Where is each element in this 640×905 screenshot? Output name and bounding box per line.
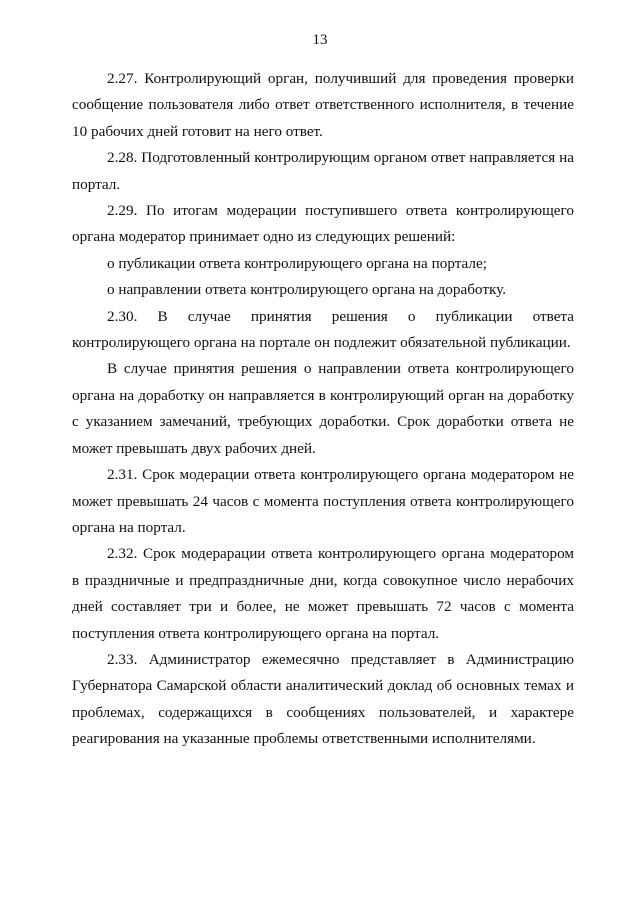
paragraph-2-28: 2.28. Подготовленный контролирующим органом ответ направляется на портал. bbox=[72, 149, 574, 193]
decision-option-revise: о направлении ответа контролирующего органа на доработку. bbox=[107, 281, 506, 299]
decision-option-publish: о публикации ответа контролирующего органа на портале; bbox=[107, 254, 487, 272]
page-number: 13 bbox=[312, 32, 328, 48]
paragraph-2-30-revision: В случае принятия решения о направлении ответа контролирующего органа на доработку он направляется в контролирующий орган на доработку с указанием замечаний, требующих доработки. Срок доработки ответа не может превышать двух рабочих дней. bbox=[72, 360, 574, 457]
paragraph-2-33: 2.33. Администратор ежемесячно представляет в Администрацию Губернатора Самарской области аналитический доклад об основных темах и проблемах, содержащихся в сообщениях пользователей, и характере реагирования на указанные проблемы ответственными исполнителями. bbox=[72, 650, 574, 748]
paragraph-2-27: 2.27. Контролирующий орган, получивший для проведения проверки сообщение пользователя либо ответ ответственного исполнителя, в течение 10 рабочих дней готовит на него ответ. bbox=[72, 70, 574, 140]
paragraph-2-32: 2.32. Срок модерарации ответа контролирующего органа модератором в праздничные и предпраздничные дни, когда совокупное число нерабочих дней составляет три и более, не может превышать 72 часов с момента поступления ответа контролирующего органа на портал. bbox=[72, 545, 574, 642]
paragraph-2-29: 2.29. По итогам модерации поступившего ответа контролирующего органа модератор принимает одно из следующих решений: bbox=[72, 202, 574, 246]
document-body bbox=[72, 66, 574, 753]
paragraph-2-31: 2.31. Срок модерации ответа контролирующего органа модератором не может превышать 24 часов с момента поступления ответа контролирующего органа на портал. bbox=[72, 466, 574, 536]
paragraph-2-30: 2.30. В случае принятия решения о публикации ответа контролирующего органа на портале он подлежит обязательной публикации. bbox=[72, 307, 574, 352]
